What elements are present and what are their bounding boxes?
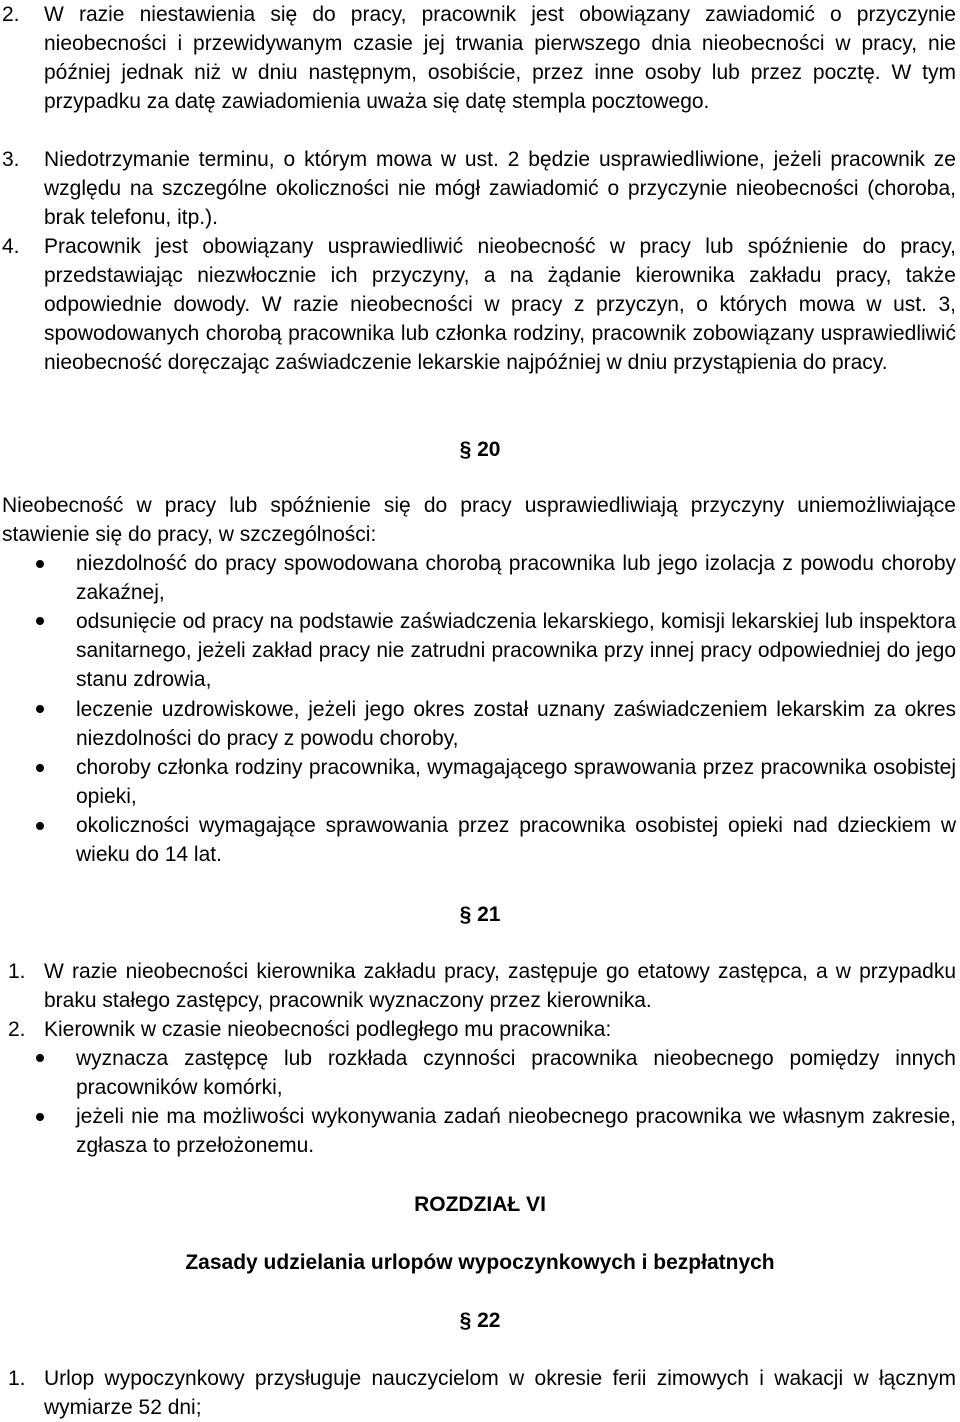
bullet-icon [36, 1054, 44, 1062]
bullet-icon [36, 822, 44, 830]
item-number: 2. [2, 3, 20, 26]
chapter-subtitle: Zasady udzielania urlopów wypoczynkowych i bezpłatnych [185, 1251, 775, 1274]
section-heading-20: § 20 [459, 438, 501, 461]
section-22-item-1: Urlop wypoczynkowy przysługuje nauczycielom w okresie ferii zimowych i wakacji w łącznym wymiarze 52 dni; [44, 1367, 956, 1419]
paragraph-item-2: W razie niestawienia się do pracy, pracownik jest obowiązany zawiadomić o przyczynie nieobecności i przewidywanym czasie jej trwania pierwszego dnia nieobecności w pracy, nie później jednak niż w dniu następnym, osobiście, przez inne osoby lub przez pocztę. W tym przypadku za datę zawiadomienia uważa się datę stempla pocztowego. [44, 3, 956, 113]
bullet-icon [36, 617, 44, 625]
list-item: jeżeli nie ma możliwości wykonywania zadań nieobecnego pracownika we własnym zakresie, zgłasza to przełożonemu. [76, 1105, 956, 1157]
chapter-title: ROZDZIAŁ VI [414, 1193, 546, 1216]
list-item: niezdolność do pracy spowodowana chorobą pracownika lub jego izolacja z powodu choroby zakaźnej, [76, 552, 956, 604]
paragraph-item-3: Niedotrzymanie terminu, o którym mowa w ust. 2 będzie usprawiedliwione, jeżeli pracownik ze względu na szczególne okoliczności nie mógł zawiadomić o przyczynie nieobecności (choroba, brak telefonu, itp.). [44, 148, 956, 229]
list-item: okoliczności wymagające sprawowania przez pracownika osobistej opieki nad dzieckiem w wieku do 14 lat. [76, 814, 956, 866]
item-number: 1. [8, 960, 26, 983]
section-heading-21: § 21 [459, 903, 501, 926]
section-21-item-2: Kierownik w czasie nieobecności podległego mu pracownika: [44, 1018, 612, 1041]
section-20-intro: Nieobecność w pracy lub spóźnienie się do pracy usprawiedliwiają przyczyny uniemożliwiające stawienie się do pracy, w szczególności: [2, 494, 956, 546]
item-number: 2. [8, 1018, 26, 1041]
bullet-icon [36, 1113, 44, 1121]
section-21-item-1: W razie nieobecności kierownika zakładu pracy, zastępuje go etatowy zastępca, a w przypadku braku stałego zastępcy, pracownik wyznaczony przez kierownika. [44, 960, 956, 1012]
item-number: 1. [8, 1367, 26, 1390]
list-item: wyznacza zastępcę lub rozkłada czynności pracownika nieobecnego pomiędzy innych pracowników komórki, [76, 1047, 956, 1099]
item-number: 4. [2, 235, 20, 258]
bullet-icon [36, 764, 44, 772]
paragraph-item-4: Pracownik jest obowiązany usprawiedliwić nieobecność w pracy lub spóźnienie do pracy, przedstawiając niezwłocznie ich przyczyny, a na żądanie kierownika zakładu pracy, także odpowiednie dowody. W razie nieobecności w pracy z przyczyn, o których mowa w ust. 3, spowodowanych chorobą pracownika lub członka rodziny, pracownik zobowiązany usprawiedliwić nieobecność doręczając zaświadczenie lekarskie najpóźniej w dniu przystąpienia do pracy. [44, 235, 956, 374]
section-heading-22: § 22 [459, 1309, 501, 1332]
bullet-icon [36, 560, 44, 568]
item-number: 3. [2, 148, 20, 171]
bullet-icon [36, 705, 44, 713]
list-item: choroby członka rodziny pracownika, wymagającego sprawowania przez pracownika osobistej opieki, [76, 756, 956, 808]
list-item: odsunięcie od pracy na podstawie zaświadczenia lekarskiego, komisji lekarskiej lub inspektora sanitarnego, jeżeli zakład pracy nie zatrudni pracownika przy innej pracy odpowiedniej do jego stanu zdrowia, [76, 610, 956, 691]
list-item: leczenie uzdrowiskowe, jeżeli jego okres został uznany zaświadczeniem lekarskim za okres niezdolności do pracy z powodu choroby, [76, 698, 956, 750]
